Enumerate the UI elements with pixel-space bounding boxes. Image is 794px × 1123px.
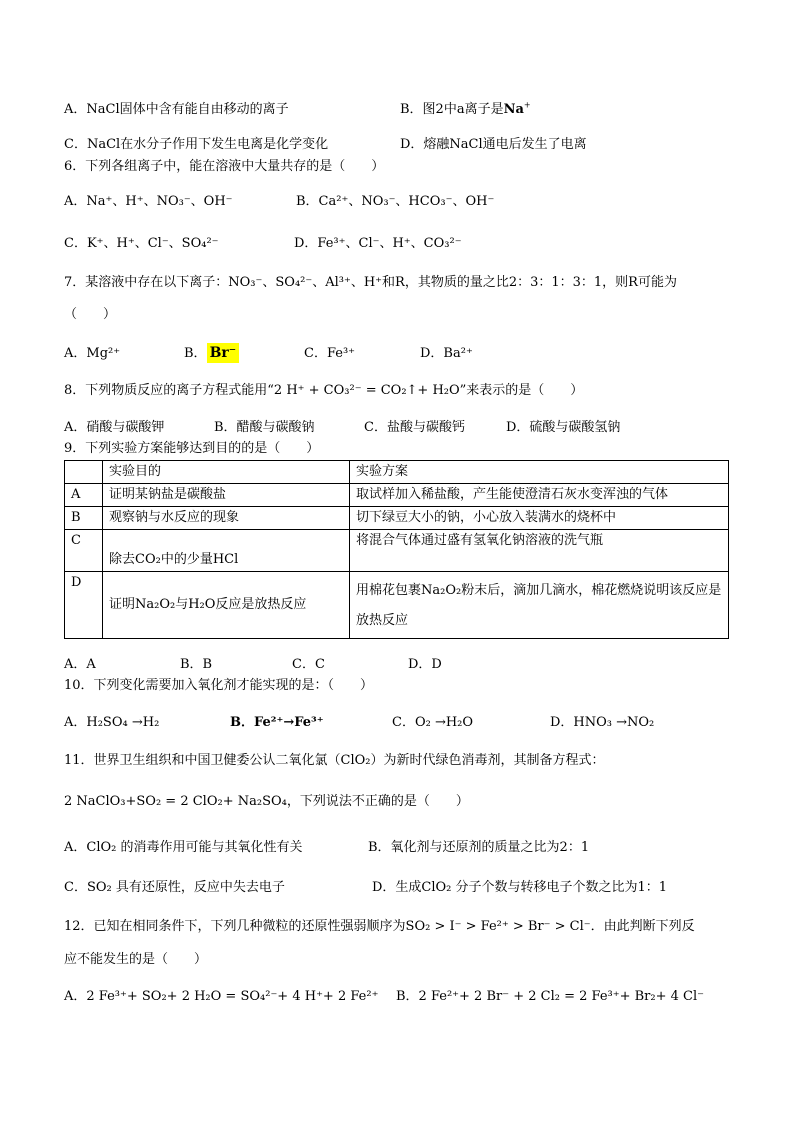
q6-option-a: A．Na⁺、H⁺、NO₃⁻、OH⁻ — [64, 194, 233, 209]
q9-stem: 9．下列实验方案能够达到目的的是（ ） — [64, 441, 320, 456]
q7-option-a: A．Mg²⁺ — [64, 346, 121, 361]
table-row — [65, 484, 729, 507]
table-row — [65, 572, 729, 639]
q11-option-b: B．氧化剂与还原剂的质量之比为2：1 — [368, 840, 590, 855]
table-row — [65, 507, 729, 530]
q9-option-d: D．D — [408, 657, 442, 672]
q8-option-a: A．硝酸与碳酸钾 — [64, 420, 165, 435]
q10-option-d: D．HNO₃ →NO₂ — [550, 715, 655, 730]
q11-option-c: C．SO₂ 具有还原性，反应中失去电子 — [64, 880, 285, 895]
q9-option-b: B．B — [180, 657, 213, 672]
row-purpose: 观察钠与水反应的现象 — [103, 507, 350, 530]
table-header-plan: 实验方案 — [350, 461, 729, 484]
q7-option-c: C．Fe³⁺ — [304, 346, 356, 361]
q7-stem-cont: （ ） — [64, 307, 117, 322]
q9-option-c: C．C — [292, 657, 325, 672]
q8-option-d: D．硫酸与碳酸氢钠 — [506, 420, 621, 435]
row-key: B — [65, 507, 103, 530]
q6-option-b: B．Ca²⁺、NO₃⁻、HCO₃⁻、OH⁻ — [296, 194, 495, 209]
q7-option-b-highlight: Br⁻ — [207, 343, 240, 363]
row-key: D — [65, 572, 103, 639]
q7-option-b — [184, 342, 239, 361]
row-plan: 切下绿豆大小的钠，小心放入装满水的烧杯中 — [350, 507, 729, 530]
q12-stem-cont: 应不能发生的是（ ） — [64, 952, 208, 967]
q7-stem: 7．某溶液中存在以下离子：NO₃⁻、SO₄²⁻、Al³⁺、H⁺和R，其物质的量之比2：3：1：3：1，则R可能为 — [64, 275, 677, 290]
experiment-table — [64, 460, 729, 639]
q5-option-c: C．NaCl在水分子作用下发生电离是化学变化 — [64, 137, 329, 152]
row-purpose: 证明某钠盐是碳酸盐 — [103, 484, 350, 507]
q9-option-a: A．A — [64, 657, 96, 672]
table-header-key — [65, 461, 103, 484]
table-row — [65, 530, 729, 572]
q7-option-d: D．Ba²⁺ — [420, 346, 473, 361]
q5-option-d: D．熔融NaCl通电后发生了电离 — [400, 137, 587, 152]
row-purpose: 除去CO₂中的少量HCl — [103, 530, 350, 572]
q8-stem: 8．下列物质反应的离子方程式能用“2 H⁺ + CO₃²⁻ = CO₂↑+ H₂O”来表示的是（ ） — [64, 383, 584, 398]
row-plan: 用棉花包裹Na₂O₂粉末后，滴加几滴水，棉花燃烧说明该反应是放热反应 — [350, 572, 729, 639]
row-plan: 取试样加入稀盐酸，产生能使澄清石灰水变浑浊的气体 — [350, 484, 729, 507]
q6-stem: 6．下列各组离子中，能在溶液中大量共存的是（ ） — [64, 159, 385, 174]
table-header-row — [65, 461, 729, 484]
q6-option-d: D．Fe³⁺、Cl⁻、H⁺、CO₃²⁻ — [294, 236, 462, 251]
q5-option-b-text: B．图2中a离子是 — [400, 102, 504, 117]
q8-option-c: C．盐酸与碳酸钙 — [364, 420, 465, 435]
q12-stem: 12．已知在相同条件下，下列几种微粒的还原性强弱顺序为SO₂ > I⁻ > Fe²⁺ > Br⁻ > Cl⁻．由此判断下列反 — [64, 919, 695, 934]
q11-stem-cont: 2 NaClO₃+SO₂ = 2 ClO₂+ Na₂SO₄，下列说法不正确的是（ ） — [64, 794, 469, 809]
row-key: C — [65, 530, 103, 572]
q11-option-d: D．生成ClO₂ 分子个数与转移电子个数之比为1：1 — [372, 880, 668, 895]
q6-option-c: C．K⁺、H⁺、Cl⁻、SO₄²⁻ — [64, 236, 219, 251]
q12-option-b: B．2 Fe²⁺+ 2 Br⁻ + 2 Cl₂ = 2 Fe³⁺+ Br₂+ 4 Cl⁻ — [396, 989, 705, 1004]
q10-option-c: C．O₂ →H₂O — [392, 715, 474, 730]
q8-option-b: B．醋酸与碳酸钠 — [214, 420, 315, 435]
q11-stem: 11．世界卫生组织和中国卫健委公认二氧化氯（ClO₂）为新时代绿色消毒剂，其制备方程式： — [64, 753, 605, 768]
q11-option-a: A．ClO₂ 的消毒作用可能与其氧化性有关 — [64, 840, 303, 855]
q10-stem: 10．下列变化需要加入氧化剂才能实现的是：（ ） — [64, 678, 374, 693]
q5-option-b-ion: Na — [503, 102, 524, 117]
q12-option-a: A．2 Fe³⁺+ SO₂+ 2 H₂O = SO₄²⁻+ 4 H⁺+ 2 Fe²⁺ — [64, 989, 379, 1004]
q5-option-b: B．图2中a离子是Na+ — [400, 100, 531, 117]
q10-option-a: A．H₂SO₄ →H₂ — [64, 715, 160, 730]
q5-option-a: A．NaCl固体中含有能自由移动的离子 — [64, 102, 289, 117]
row-plan: 将混合气体通过盛有氢氧化钠溶液的洗气瓶 — [350, 530, 729, 572]
q7-option-b-label: B． — [184, 346, 207, 361]
table-header-purpose: 实验目的 — [103, 461, 350, 484]
row-purpose: 证明Na₂O₂与H₂O反应是放热反应 — [103, 572, 350, 639]
q10-option-b: B．Fe²⁺→Fe³⁺ — [230, 715, 324, 730]
row-key: A — [65, 484, 103, 507]
